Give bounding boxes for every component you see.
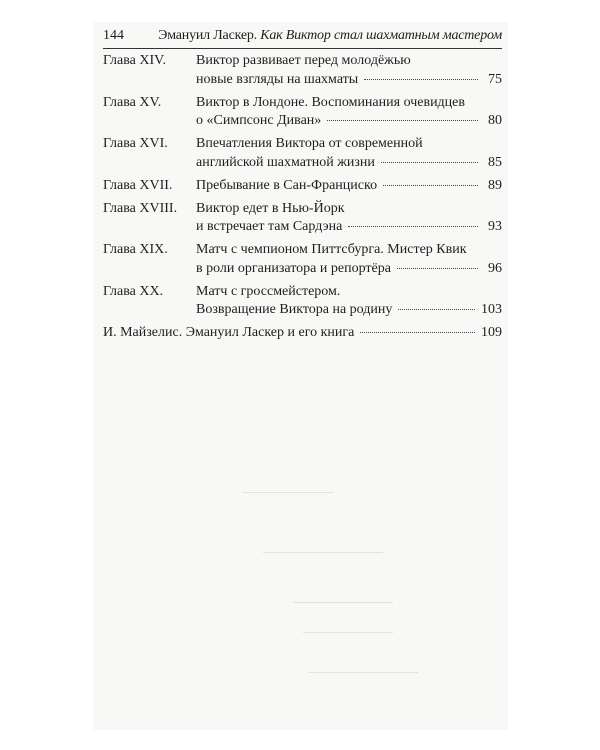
running-title	[158, 28, 502, 44]
chapter-number: Глава XV.	[103, 94, 162, 110]
afterword-title: И. Майзелис. Эмануил Ласкер и его книга	[103, 325, 355, 340]
chapter-number: Глава XIX.	[103, 242, 168, 257]
chapter-number: Глава XX.	[103, 283, 164, 299]
chapter-number: Глава XVI.	[103, 136, 168, 151]
toc-entry	[103, 52, 502, 89]
author-name: Эмануил Ласкер.	[158, 28, 257, 43]
chapter-number: Глава XVIII.	[103, 200, 178, 216]
book-page	[93, 22, 508, 730]
show-through-mark	[303, 632, 393, 633]
toc-entry	[103, 200, 502, 237]
dot-leader	[397, 268, 478, 269]
header-rule	[103, 48, 502, 49]
page-ref: 80	[488, 113, 502, 128]
page-number: 144	[103, 28, 124, 43]
dot-leader	[364, 79, 478, 80]
table-of-contents	[103, 52, 502, 347]
dot-leader	[381, 162, 478, 163]
chapter-title-line: Матч с чемпионом Питтсбурга. Мистер Квик	[196, 242, 467, 257]
page-ref: 93	[488, 219, 502, 234]
chapter-title-line: Пребывание в Сан-Франциско	[196, 177, 378, 193]
toc-entry	[103, 241, 502, 278]
toc-entry	[103, 177, 502, 196]
chapter-title-line: Виктор в Лондоне. Воспоминания очевидцев	[196, 94, 466, 110]
chapter-number: Глава XIV.	[103, 53, 166, 68]
chapter-title-line: Матч с гроссмейстером.	[196, 283, 341, 299]
chapter-title-line: Виктор развивает перед молодёжью	[196, 53, 411, 68]
chapter-title-line: Виктор едет в Нью-Йорк	[196, 200, 345, 216]
toc-entry	[103, 283, 502, 320]
chapter-title-line: и встречает там Сардэна	[196, 219, 343, 234]
dot-leader	[348, 226, 478, 227]
chapter-title-line: Возвращение Виктора на родину	[196, 302, 393, 317]
chapter-title-line: английской шахматной жизни	[196, 154, 375, 170]
page-ref: 103	[481, 302, 502, 317]
toc-afterword	[103, 324, 502, 343]
page-ref: 75	[488, 71, 502, 87]
page-ref: 89	[488, 177, 502, 193]
toc-entry	[103, 94, 502, 131]
chapter-title-line: в роли организатора и репортёра	[196, 260, 391, 276]
chapter-title-line: Впечатления Виктора от современной	[196, 136, 423, 151]
page-ref: 96	[488, 260, 502, 276]
toc-entry	[103, 135, 502, 172]
chapter-number: Глава XVII.	[103, 177, 173, 193]
page-ref: 85	[488, 154, 502, 170]
show-through-mark	[308, 672, 418, 673]
show-through-mark	[263, 552, 383, 553]
book-title: Как Виктор стал шахматным мастером	[260, 28, 502, 43]
show-through-mark	[293, 602, 393, 603]
page-ref: 109	[481, 325, 502, 340]
chapter-title-line: новые взгляды на шахматы	[196, 71, 359, 87]
running-header	[103, 28, 502, 50]
chapter-title-line: о «Симпсонс Диван»	[196, 113, 322, 128]
dot-leader	[383, 185, 478, 186]
dot-leader	[360, 332, 475, 333]
show-through-mark	[243, 492, 333, 493]
dot-leader	[398, 309, 475, 310]
dot-leader	[327, 120, 478, 121]
